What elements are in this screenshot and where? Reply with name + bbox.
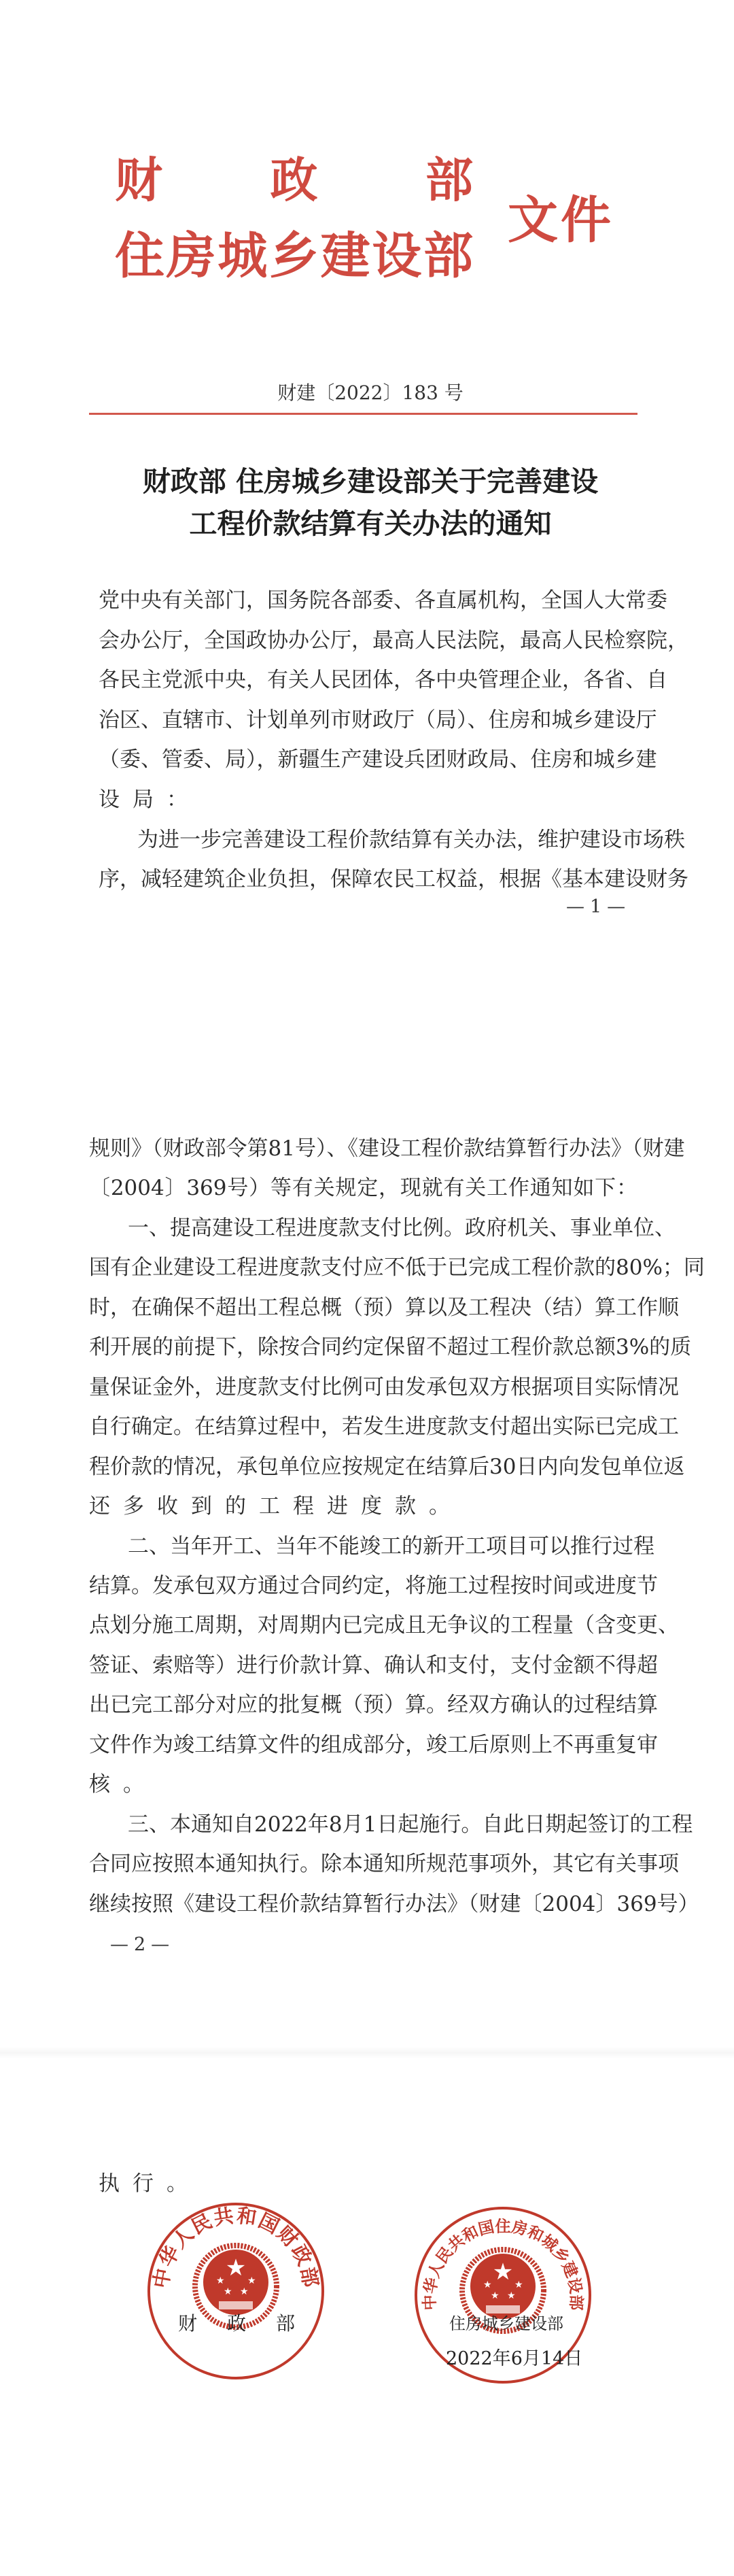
body-text-line: 时，在确保不超出工程总概（预）算以及工程决（结）算工作顺 [89, 1295, 679, 1320]
issuer-line-ministry-of-finance [115, 152, 473, 208]
body-text-line: 出已完工部分对应的批复概（预）算。经双方确认的过程结算 [89, 1693, 658, 1717]
body-text-line: 会办公厅，全国政协办公厅，最高人民法院，最高人民检察院， [99, 628, 688, 653]
issuer-char: 政 [270, 152, 318, 208]
body-text-line: 结算。发承包双方通过合同约定，将施工过程按时间或进度节 [89, 1574, 658, 1598]
svg-text:★: ★ [247, 2275, 256, 2286]
svg-text:★: ★ [483, 2280, 492, 2290]
body-text-line: 三、本通知自2022年8月1日起施行。自此日期起签订的工程 [128, 1812, 693, 1837]
issuer-char: 住 [115, 226, 164, 285]
issuer-char: 房 [166, 226, 216, 285]
body-text-line: 〔2004〕369号）等有关规定，现就有关工作通知如下： [89, 1176, 637, 1200]
signer-char: 设 [531, 2314, 547, 2333]
body-text-line: 文件作为竣工结算文件的组成部分，竣工后原则上不再重复审 [89, 1733, 658, 1757]
signer-char: 建 [514, 2314, 531, 2333]
body-text-line: 规则》（财政部令第81号）、《建设工程价款结算暂行办法》（财建 [89, 1136, 685, 1161]
body-text-line: 还多收到的工程进度款。 [89, 1494, 463, 1519]
signer-char: 政 [226, 2312, 246, 2335]
document-label-char: 件 [561, 191, 611, 250]
document-title-line1: 财政部 住房城乡建设部关于完善建设 [142, 465, 599, 498]
svg-text:★: ★ [514, 2280, 523, 2290]
issuer-char: 乡 [268, 226, 319, 285]
signer-char: 财 [178, 2312, 198, 2335]
svg-text:★: ★ [507, 2290, 516, 2301]
issuer-line-mohurd [115, 226, 473, 285]
page-number: —1— [566, 896, 631, 917]
signer-char: 住 [449, 2314, 466, 2333]
signer-char: 乡 [498, 2314, 514, 2333]
signer-char: 城 [482, 2314, 498, 2333]
issuer-char: 设 [372, 226, 422, 285]
document-label [508, 191, 611, 250]
body-text-line: 利开展的前提下，除按合同约定保留不超过工程价款总额3%的质 [89, 1335, 692, 1359]
body-text-line: 治区、直辖市、计划单列市财政厅（局）、住房和城乡建设厅 [99, 708, 657, 732]
svg-text:★: ★ [240, 2286, 249, 2297]
signer-char: 房 [466, 2314, 482, 2333]
document-number: 财建〔2022〕183 号 [277, 382, 464, 404]
svg-text:★: ★ [216, 2275, 225, 2286]
star-icon: ★ [225, 2254, 247, 2282]
body-text-line: 为进一步完善建设工程价款结算有关办法，维护建设市场秩 [137, 828, 685, 852]
body-text-line: 序，减轻建筑企业负担，保障农民工权益，根据《基本建设财务 [99, 867, 688, 892]
body-text-line: 量保证金外，进度款支付比例可由发承包双方根据项目实际情况 [89, 1375, 679, 1400]
page-number: —2— [110, 1934, 175, 1955]
signer-mohurd [449, 2312, 562, 2335]
svg-text:★: ★ [224, 2286, 232, 2297]
issuer-char: 财 [115, 152, 162, 208]
page-break-shadow [0, 2047, 734, 2059]
issuer-char: 建 [320, 226, 370, 285]
body-text-line: （委、管委、局），新疆生产建设兵团财政局、住房和城乡建 [99, 747, 657, 772]
body-text-line: 设局： [99, 787, 200, 812]
signer-ministry-of-finance [178, 2312, 295, 2335]
seal-text: 中华人民共和国住房和城乡建设部 [420, 2217, 586, 2311]
body-text-line: 一、提高建设工程进度款支付比例。政府机关、事业单位、 [128, 1216, 676, 1240]
body-text-line: 继续按照《建设工程价款结算暂行办法》（财建〔2004〕369号） [89, 1892, 699, 1916]
body-text-line: 自行确定。在结算过程中，若发生进度款支付超出实际已完成工 [89, 1414, 679, 1439]
issuer-char: 部 [425, 152, 473, 208]
issuer-char: 部 [423, 226, 473, 285]
body-text-line: 合同应按照本通知执行。除本通知所规范事项外，其它有关事项 [89, 1852, 679, 1876]
body-text-line: 党中央有关部门，国务院各部委、各直属机构，全国人大常委 [99, 588, 667, 613]
body-text-line: 国有企业建设工程进度款支付应不低于已完成工程价款的80%；同 [89, 1255, 705, 1280]
signer-char: 部 [547, 2314, 563, 2333]
document-title-line2: 工程价款结算有关办法的通知 [189, 507, 552, 540]
body-text-line: 点划分施工周期，对周期内已完成且无争议的工程量（含变更、 [89, 1613, 679, 1638]
issuer-char: 城 [217, 226, 268, 285]
seal-text: 中华人民共和国财政部 [149, 2203, 323, 2290]
red-divider [89, 413, 637, 415]
svg-text:★: ★ [491, 2290, 500, 2301]
ministry-of-finance-seal [144, 2199, 328, 2383]
body-text-line: 二、当年开工、当年不能竣工的新开工项目可以推行过程 [128, 1534, 654, 1559]
body-text-line: 程价款的情况，承包单位应按规定在结算后30日内向发包单位返 [89, 1455, 685, 1479]
body-text-line: 签证、索赔等）进行价款计算、确认和支付，支付金额不得超 [89, 1653, 658, 1678]
body-text-line: 各民主党派中央，有关人民团体，各中央管理企业，各省、自 [99, 668, 667, 692]
body-text-line: 执行。 [99, 2171, 200, 2196]
document-label-char: 文 [508, 191, 558, 250]
star-icon: ★ [492, 2258, 514, 2286]
body-text-line: 核。 [89, 1772, 157, 1797]
signing-date: 2022年6月14日 [446, 2348, 583, 2369]
signer-char: 部 [275, 2312, 295, 2335]
